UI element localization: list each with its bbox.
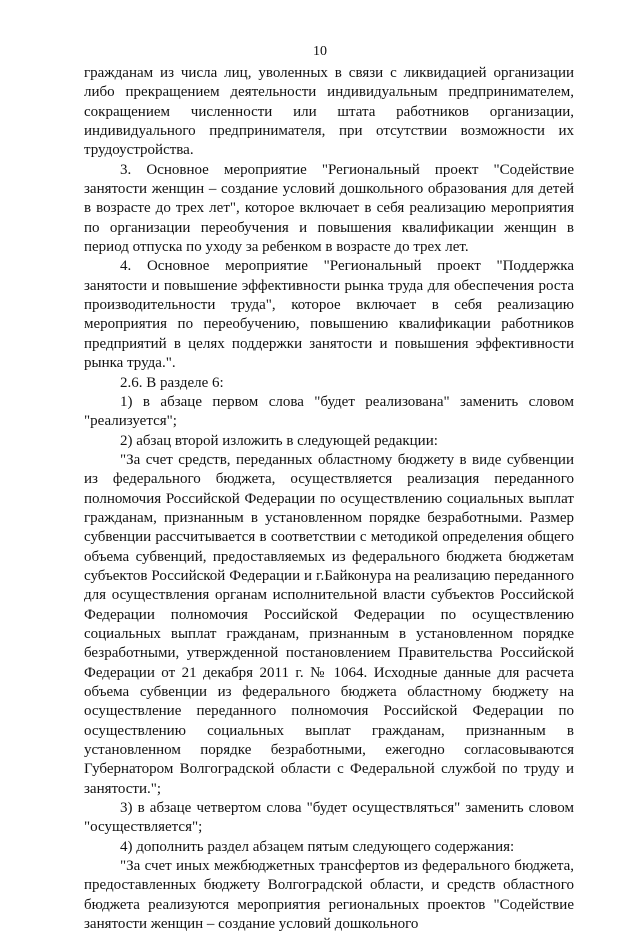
paragraph-quoted-transfers: "За счет иных межбюджетных трансфертов из федерального бюджета, предоставленных бюджету Волгоградской области, и средств областного бюджета реализуются мероприятия региональных проектов "Содействие занятости женщин – создание условий дошкольного (84, 858, 574, 933)
paragraph-amendment-2: 2) абзац второй изложить в следующей редакции: (120, 432, 438, 449)
paragraph-amendment-1: 1) в абзаце первом слова "будет реализована" заменить словом "реализуется"; (84, 393, 574, 430)
paragraph-section-2-6: 2.6. В разделе 6: (120, 374, 224, 391)
paragraph-quoted-subvention: "За счет средств, переданных областному бюджету в виде субвенции из федерального бюджета, осуществляется реализация переданного полномочия Российской Федерации по осуществлению социальных выплат гражданам, признанным в установленном порядке безработными. Размер субвенции рассчитывается в соответствии с методикой определения общего объема субвенций, предоставляемых из федерального бюджета бюджетам субъектов Российской Федерации и г.Байконура на реализацию переданного для осуществления органам исполнительной власти субъектов Российской Федерации полномочия Российской Федерации по осуществлению социальных выплат гражданам, признанным в установленном порядке безработными, утвержденной постановлением Правительства Российской Федерации от 21 декабря 2011 г. № 1064. Исходные данные для расчета объема субвенции из федерального бюджета областному бюджету на осуществление переданного полномочия Российской Федерации по осуществлению социальных выплат гражданам, признанным в установленном порядке безработными, ежегодно согласовываются Губернатором Волгоградской области с Федеральной службой по труду и занятости."; (84, 451, 574, 797)
paragraph-amendment-3: 3) в абзаце четвертом слова "будет осуществляться" заменить словом "осуществляется"; (84, 800, 574, 836)
document-body (84, 64, 574, 934)
page-number: 10 (313, 44, 327, 59)
paragraph-item-3: 3. Основное мероприятие "Региональный проект "Содействие занятости женщин – создание условий дошкольного образования для детей в возрасте до трех лет", которое включает в себя реализацию мероприятия по организации переобучения и повышения квалификации женщин в период отпуска по уходу за ребенком в возрасте до трех лет. (84, 161, 574, 256)
paragraph-amendment-4: 4) дополнить раздел абзацем пятым следующего содержания: (120, 838, 515, 855)
paragraph-continuation: гражданам из числа лиц, уволенных в связи с ликвидацией организации либо прекращением деятельности индивидуальным предпринимателем, сокращением численности или штата работников организации, индивидуального предпринимателя, при отсутствии возможности их трудоустройства. (84, 65, 574, 159)
paragraph-item-4: 4. Основное мероприятие "Региональный проект "Поддержка занятости и повышение эффективности рынка труда для обеспечения роста производительности труда", которое включает в себя реализацию мероприятия по переобучению, повышению квалификации работников предприятий в целях поддержки занятости и повышения эффективности рынка труда.". (84, 258, 574, 372)
